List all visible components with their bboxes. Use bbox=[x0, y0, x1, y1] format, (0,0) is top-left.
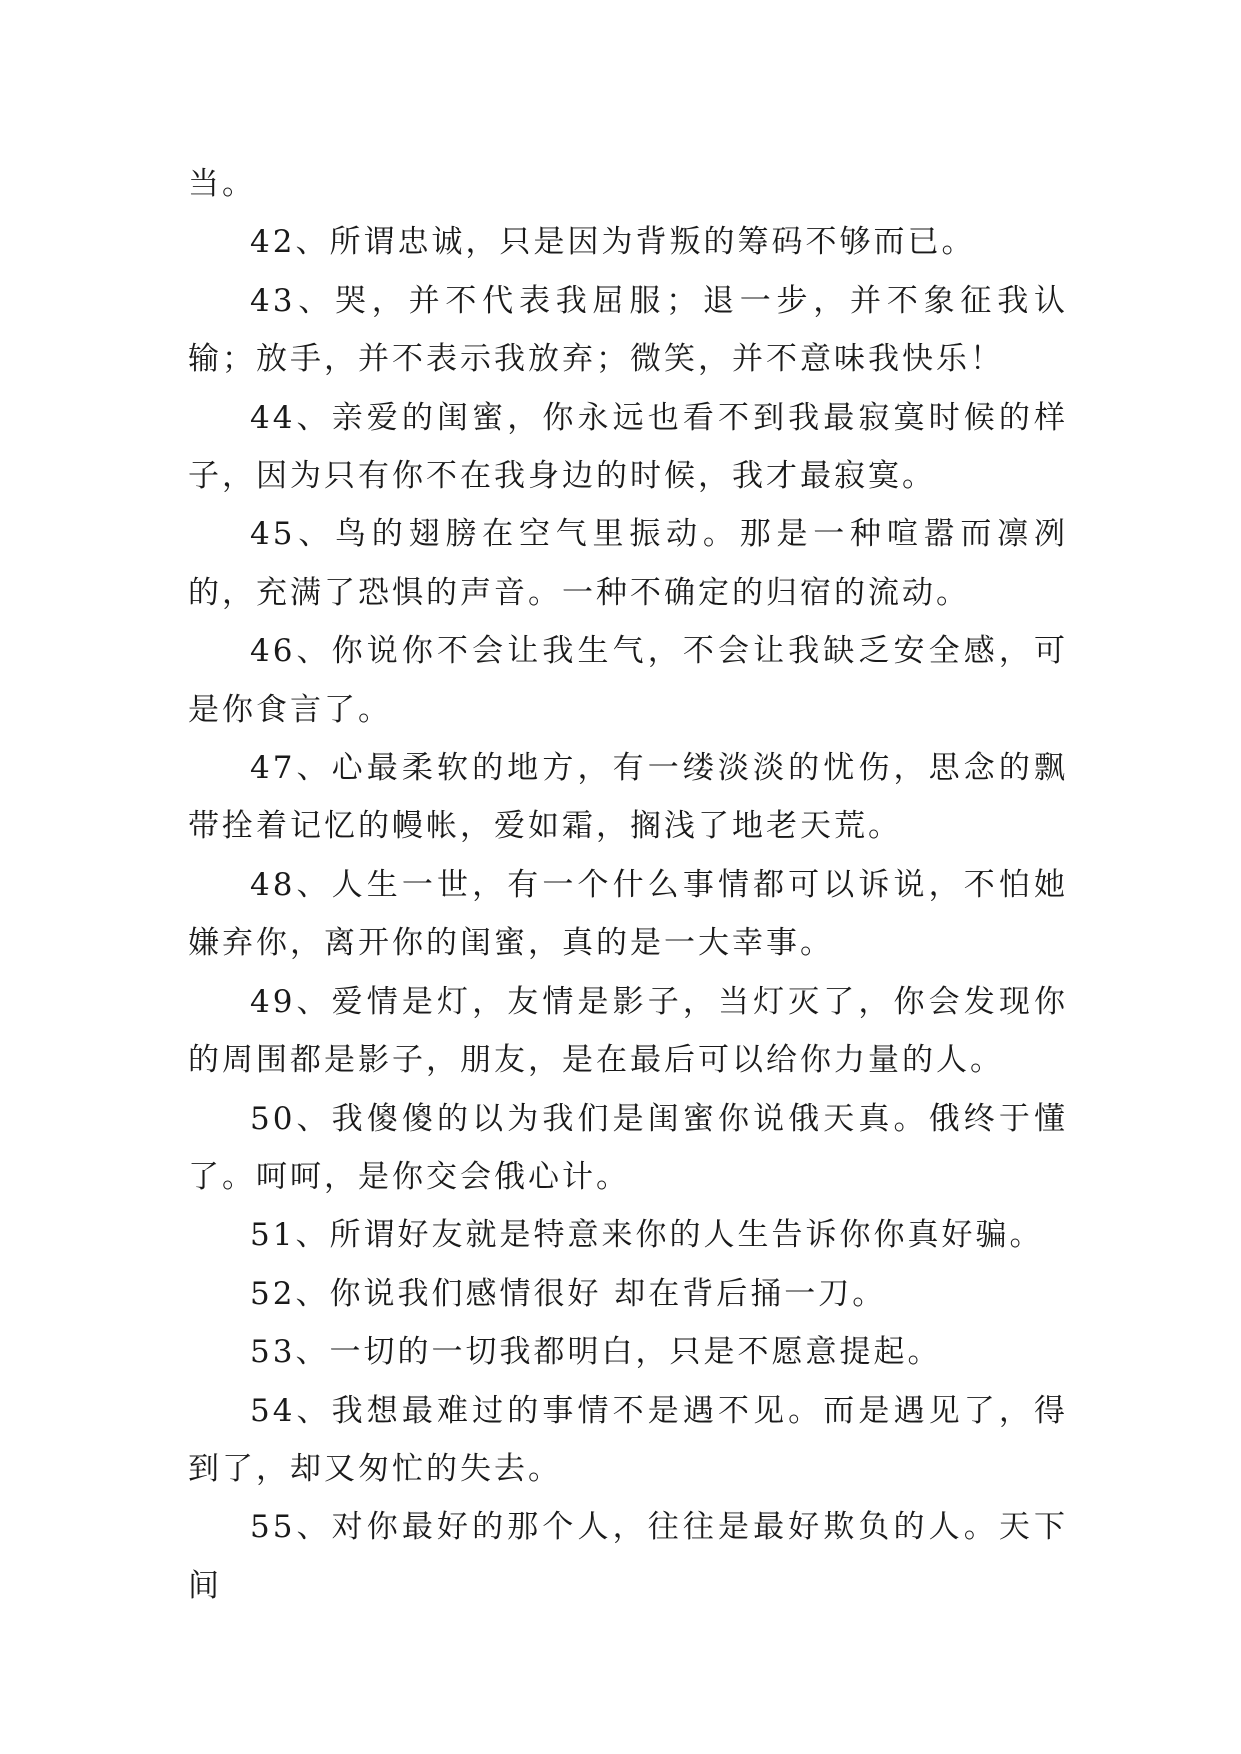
paragraph-continuation: 当。 bbox=[188, 166, 256, 202]
paragraph-52: 52、你说我们感情很好 却在背后捅一刀。 bbox=[250, 1275, 887, 1312]
paragraph-42: 42、所谓忠诚，只是因为背叛的筹码不够而已。 bbox=[250, 224, 976, 261]
paragraph-55: 55、对你最好的那个人，往往是最好欺负的人。天下间 bbox=[188, 1509, 1068, 1604]
paragraph-53: 53、一切的一切我都明白，只是不愿意提起。 bbox=[250, 1334, 942, 1371]
paragraph-49: 49、爱情是灯，友情是影子，当灯灭了，你会发现你的周围都是影子，朋友，是在最后可以给你力量的人。 bbox=[188, 983, 1068, 1079]
paragraph-45: 45、鸟的翅膀在空气里振动。那是一种喧嚣而凛冽的，充满了恐惧的声音。一种不确定的归宿的流动。 bbox=[188, 516, 1068, 611]
paragraph-43: 43、哭，并不代表我屈服；退一步，并不象征我认输；放手，并不表示我放弃；微笑，并不意味我快乐！ bbox=[188, 282, 1068, 378]
paragraph-44: 44、亲爱的闺蜜，你永远也看不到我最寂寞时候的样子，因为只有你不在我身边的时候，我才最寂寞。 bbox=[188, 399, 1068, 495]
paragraph-51: 51、所谓好友就是特意来你的人生告诉你你真好骗。 bbox=[250, 1217, 1044, 1254]
paragraph-50: 50、我傻傻的以为我们是闺蜜你说俄天真。俄终于懂了。呵呵，是你交会俄心计。 bbox=[188, 1100, 1068, 1195]
paragraph-46: 46、你说你不会让我生气，不会让我缺乏安全感，可是你食言了。 bbox=[188, 633, 1068, 728]
paragraph-47: 47、心最柔软的地方，有一缕淡淡的忧伤，思念的飘带拴着记忆的幔帐，爱如霜，搁浅了地老天荒。 bbox=[188, 750, 1068, 845]
paragraph-48: 48、人生一世，有一个什么事情都可以诉说，不怕她嫌弃你，离开你的闺蜜，真的是一大幸事。 bbox=[188, 866, 1068, 962]
paragraph-54: 54、我想最难过的事情不是遇不见。而是遇见了，得到了，却又匆忙的失去。 bbox=[188, 1392, 1068, 1487]
document-body bbox=[188, 155, 1068, 1615]
